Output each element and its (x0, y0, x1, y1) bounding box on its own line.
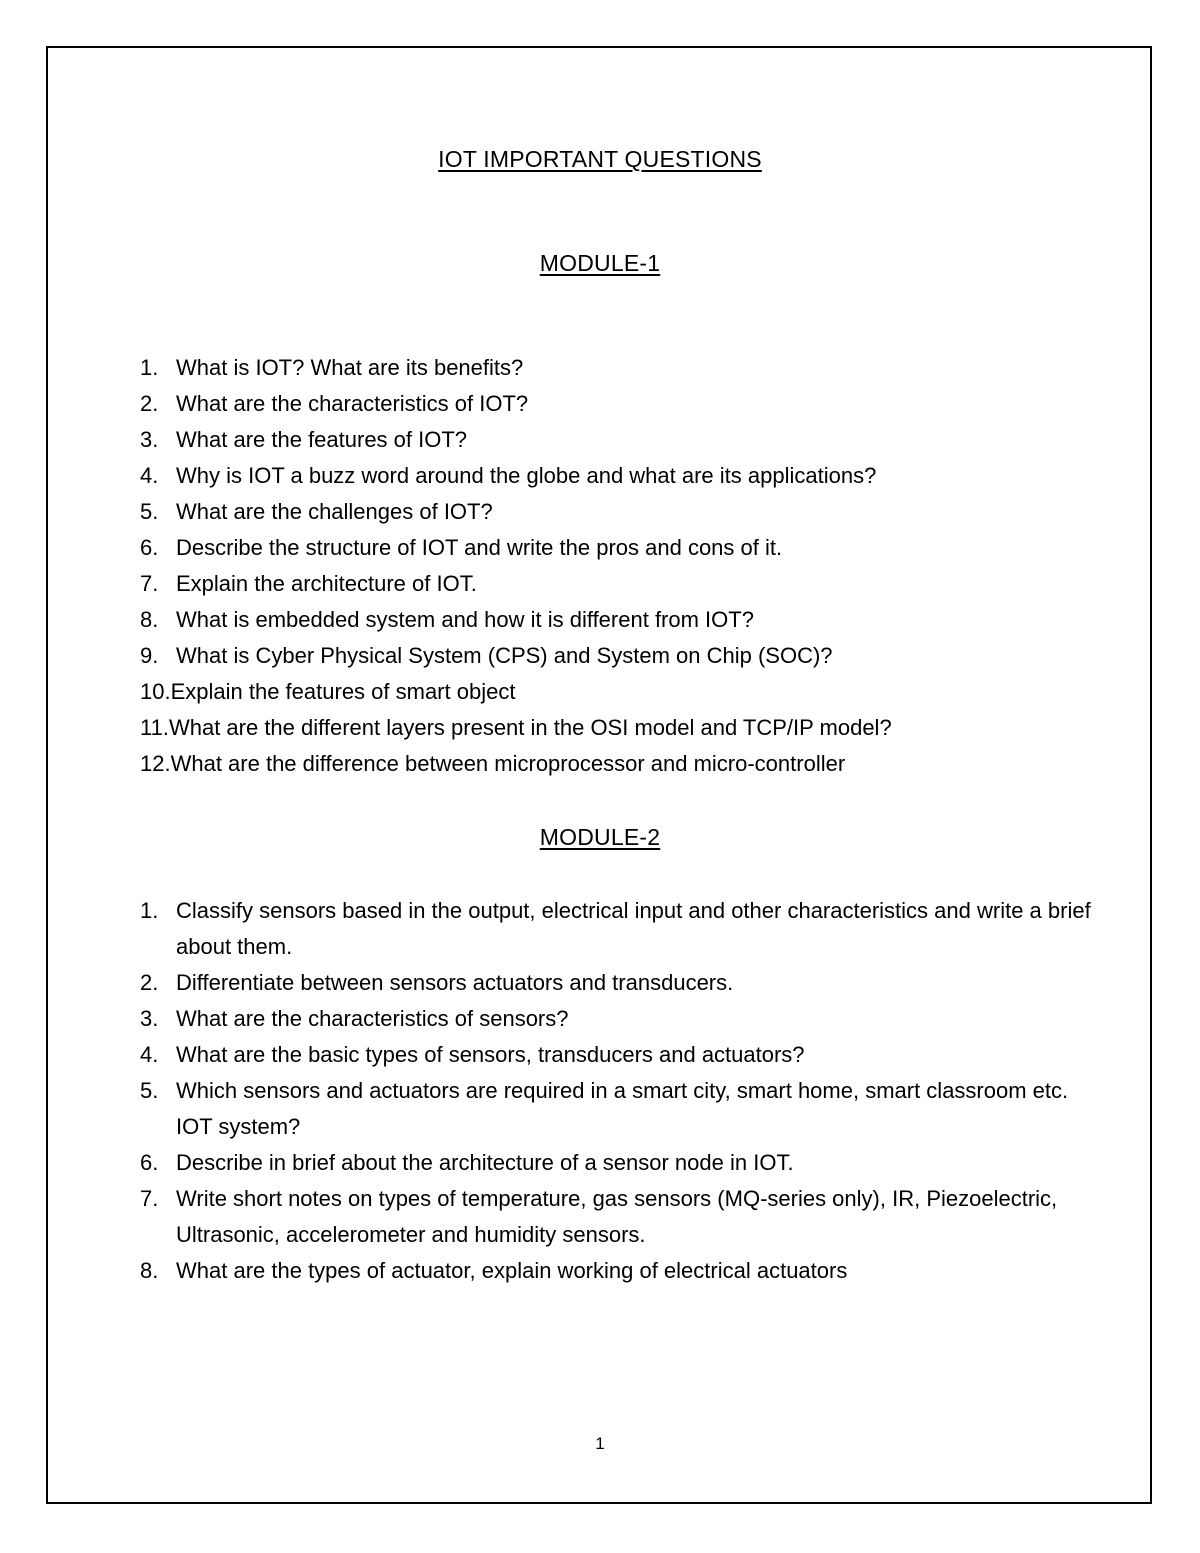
module-1-heading: MODULE-1 (539, 250, 661, 276)
question-item (140, 386, 1100, 422)
question-item (140, 422, 1100, 458)
question-number: 4. (140, 1042, 159, 1067)
question-item (140, 710, 1100, 746)
question-item (140, 566, 1100, 602)
question-number: 2. (140, 970, 159, 995)
question-text: What is Cyber Physical System (CPS) and System on Chip (SOC)? (176, 643, 833, 668)
question-item (140, 746, 1100, 782)
question-number: 3. (140, 1006, 159, 1031)
module-2-question-list (140, 893, 1100, 1289)
question-item (140, 602, 1100, 638)
module-2-heading: MODULE-2 (539, 824, 661, 850)
question-item (140, 1181, 1100, 1253)
question-item (140, 1145, 1100, 1181)
question-text: Differentiate between sensors actuators and transducers. (176, 970, 734, 995)
question-text: What are the basic types of sensors, transducers and actuators? (176, 1042, 805, 1067)
question-item (140, 1253, 1100, 1289)
question-text: Explain the architecture of IOT. (176, 571, 477, 596)
question-number: 7. (140, 1186, 159, 1211)
question-text: Which sensors and actuators are required in a smart city, smart home, smart classroom etc. IOT system? (176, 1078, 1069, 1139)
question-item (140, 1073, 1100, 1145)
question-number: 1. (140, 898, 159, 923)
question-text: What is embedded system and how it is different from IOT? (176, 607, 754, 632)
question-number: 5. (140, 499, 159, 524)
question-item (140, 458, 1100, 494)
question-number: 10. (140, 679, 171, 704)
question-number: 3. (140, 427, 159, 452)
document-title: IOT IMPORTANT QUESTIONS (438, 146, 762, 172)
question-text: What are the difference between microprocessor and micro-controller (170, 751, 846, 776)
question-text: Write short notes on types of temperature, gas sensors (MQ-series only), IR, Piezoelectric, Ultrasonic, accelerometer and humidity sensors. (176, 1186, 1058, 1247)
question-item (140, 674, 1100, 710)
page-number: 1 (595, 1434, 605, 1453)
question-text: Describe in brief about the architecture of a sensor node in IOT. (176, 1150, 794, 1175)
question-number: 6. (140, 535, 159, 560)
question-text: What are the characteristics of IOT? (176, 391, 529, 416)
question-text: Explain the features of smart object (170, 679, 516, 704)
question-number: 4. (140, 463, 159, 488)
question-text: What are the different layers present in the OSI model and TCP/IP model? (168, 715, 892, 740)
question-text: What are the types of actuator, explain working of electrical actuators (176, 1258, 848, 1283)
question-number: 8. (140, 607, 159, 632)
question-item (140, 1037, 1100, 1073)
question-text: What are the challenges of IOT? (176, 499, 493, 524)
question-item (140, 494, 1100, 530)
question-text: Why is IOT a buzz word around the globe and what are its applications? (176, 463, 877, 488)
question-item (140, 530, 1100, 566)
question-text: What are the features of IOT? (176, 427, 468, 452)
question-item (140, 893, 1100, 965)
question-item (140, 638, 1100, 674)
question-item (140, 965, 1100, 1001)
question-item (140, 1001, 1100, 1037)
question-number: 9. (140, 643, 159, 668)
question-text: Describe the structure of IOT and write the pros and cons of it. (176, 535, 783, 560)
module-1-question-list (140, 350, 1100, 782)
question-number: 11. (140, 715, 169, 740)
question-number: 6. (140, 1150, 159, 1175)
question-number: 7. (140, 571, 159, 596)
question-text: Classify sensors based in the output, electrical input and other characteristics and write a brief about them. (176, 898, 1091, 959)
question-number: 5. (140, 1078, 159, 1103)
question-number: 8. (140, 1258, 159, 1283)
question-item (140, 350, 1100, 386)
question-number: 12. (140, 751, 171, 776)
question-text: What are the characteristics of sensors? (176, 1006, 569, 1031)
question-number: 2. (140, 391, 159, 416)
question-text: What is IOT? What are its benefits? (176, 355, 524, 380)
question-number: 1. (140, 355, 159, 380)
